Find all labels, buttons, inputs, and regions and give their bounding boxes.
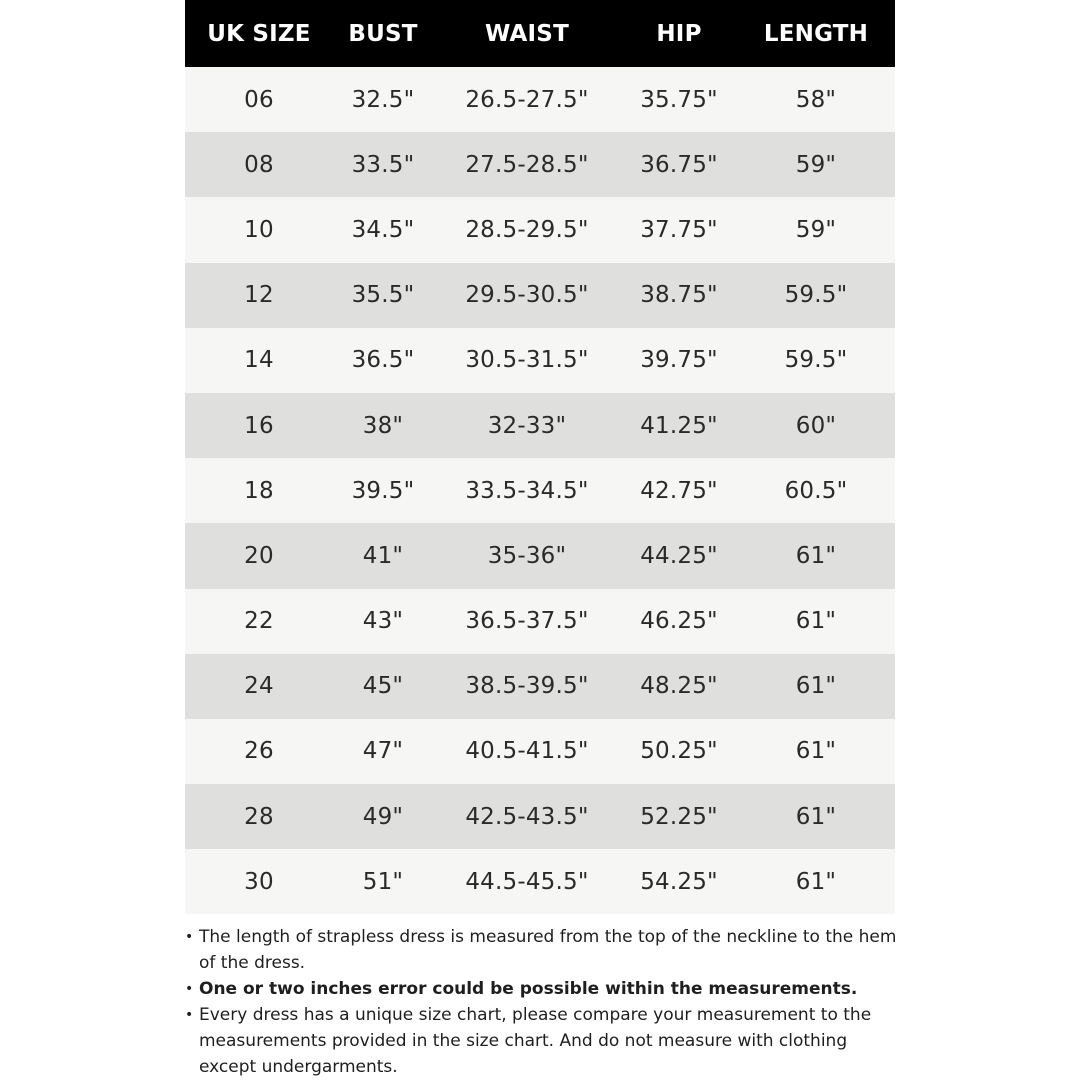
cell-length: 61" bbox=[795, 673, 837, 700]
table-row bbox=[185, 654, 895, 719]
table-row bbox=[185, 849, 895, 914]
cell-length: 59.5" bbox=[784, 282, 848, 309]
cell-length: 59" bbox=[795, 216, 837, 243]
cell-waist: 28.5-29.5" bbox=[465, 216, 589, 243]
cell-hip: 37.75" bbox=[640, 216, 718, 243]
table-row bbox=[185, 328, 895, 393]
cell-bust: 51" bbox=[362, 868, 404, 895]
note-text: One or two inches error could be possible within the measurements. bbox=[199, 979, 858, 999]
cell-bust: 49" bbox=[362, 803, 404, 830]
cell-waist: 33.5-34.5" bbox=[465, 477, 589, 504]
table-row bbox=[185, 263, 895, 328]
cell-uk-size: 16 bbox=[244, 412, 274, 439]
table-row bbox=[185, 784, 895, 849]
cell-bust: 41" bbox=[362, 542, 404, 569]
cell-hip: 36.75" bbox=[640, 151, 718, 178]
note-item bbox=[185, 976, 905, 1002]
cell-waist: 44.5-45.5" bbox=[465, 868, 589, 895]
cell-length: 61" bbox=[795, 868, 837, 895]
cell-hip: 44.25" bbox=[640, 542, 718, 569]
cell-hip: 42.75" bbox=[640, 477, 718, 504]
cell-waist: 27.5-28.5" bbox=[465, 151, 589, 178]
cell-hip: 46.25" bbox=[640, 608, 718, 635]
cell-waist: 29.5-30.5" bbox=[465, 282, 589, 309]
cell-waist: 35-36" bbox=[487, 542, 567, 569]
note-text: The length of strapless dress is measured from the top of the neckline to the hem of the dress. bbox=[199, 927, 897, 973]
cell-waist: 30.5-31.5" bbox=[465, 347, 589, 374]
note-item bbox=[185, 924, 905, 976]
size-chart-table bbox=[185, 0, 895, 914]
cell-bust: 32.5" bbox=[351, 86, 415, 113]
cell-uk-size: 20 bbox=[244, 542, 274, 569]
header-uk-size: UK SIZE bbox=[207, 20, 311, 47]
cell-waist: 38.5-39.5" bbox=[465, 673, 589, 700]
cell-length: 58" bbox=[795, 86, 837, 113]
table-row bbox=[185, 719, 895, 784]
header-length: LENGTH bbox=[763, 20, 869, 47]
header-hip: HIP bbox=[656, 20, 702, 47]
cell-waist: 40.5-41.5" bbox=[465, 738, 589, 765]
cell-hip: 35.75" bbox=[640, 86, 718, 113]
cell-length: 59.5" bbox=[784, 347, 848, 374]
cell-hip: 52.25" bbox=[640, 803, 718, 830]
bullet-icon: • bbox=[185, 1007, 194, 1023]
cell-bust: 33.5" bbox=[351, 151, 415, 178]
table-row bbox=[185, 67, 895, 132]
cell-bust: 45" bbox=[362, 673, 404, 700]
table-row bbox=[185, 458, 895, 523]
cell-uk-size: 14 bbox=[244, 347, 274, 374]
cell-uk-size: 12 bbox=[244, 282, 274, 309]
cell-length: 60" bbox=[795, 412, 837, 439]
bullet-icon: • bbox=[185, 981, 194, 997]
cell-bust: 43" bbox=[362, 608, 404, 635]
cell-length: 61" bbox=[795, 542, 837, 569]
cell-bust: 47" bbox=[362, 738, 404, 765]
cell-waist: 32-33" bbox=[487, 412, 567, 439]
cell-uk-size: 28 bbox=[244, 803, 274, 830]
cell-hip: 39.75" bbox=[640, 347, 718, 374]
cell-hip: 54.25" bbox=[640, 868, 718, 895]
cell-waist: 42.5-43.5" bbox=[465, 803, 589, 830]
cell-length: 60.5" bbox=[784, 477, 848, 504]
cell-uk-size: 08 bbox=[244, 151, 274, 178]
cell-uk-size: 10 bbox=[244, 216, 274, 243]
table-row bbox=[185, 393, 895, 458]
cell-length: 61" bbox=[795, 803, 837, 830]
note-text: Every dress has a unique size chart, please compare your measurement to the measurements provided in the size chart. And do not measure with clothing except undergarments. bbox=[199, 1005, 872, 1077]
cell-uk-size: 24 bbox=[244, 673, 274, 700]
cell-hip: 50.25" bbox=[640, 738, 718, 765]
table-body bbox=[185, 67, 895, 914]
table-row bbox=[185, 523, 895, 588]
cell-uk-size: 06 bbox=[244, 86, 274, 113]
cell-hip: 41.25" bbox=[640, 412, 718, 439]
cell-uk-size: 30 bbox=[244, 868, 274, 895]
header-waist: WAIST bbox=[485, 20, 569, 47]
cell-bust: 35.5" bbox=[351, 282, 415, 309]
table-header-row bbox=[185, 0, 895, 67]
cell-bust: 36.5" bbox=[351, 347, 415, 374]
cell-bust: 34.5" bbox=[351, 216, 415, 243]
table-row bbox=[185, 197, 895, 262]
cell-length: 61" bbox=[795, 608, 837, 635]
cell-length: 61" bbox=[795, 738, 837, 765]
cell-hip: 38.75" bbox=[640, 282, 718, 309]
cell-bust: 39.5" bbox=[351, 477, 415, 504]
size-notes bbox=[185, 924, 905, 1080]
cell-waist: 26.5-27.5" bbox=[465, 86, 589, 113]
cell-waist: 36.5-37.5" bbox=[465, 608, 589, 635]
cell-uk-size: 26 bbox=[244, 738, 274, 765]
cell-uk-size: 22 bbox=[244, 608, 274, 635]
table-row bbox=[185, 132, 895, 197]
table-row bbox=[185, 589, 895, 654]
cell-length: 59" bbox=[795, 151, 837, 178]
cell-bust: 38" bbox=[362, 412, 404, 439]
cell-hip: 48.25" bbox=[640, 673, 718, 700]
cell-uk-size: 18 bbox=[244, 477, 274, 504]
note-item bbox=[185, 1002, 905, 1080]
header-bust: BUST bbox=[348, 20, 418, 47]
bullet-icon: • bbox=[185, 929, 194, 945]
